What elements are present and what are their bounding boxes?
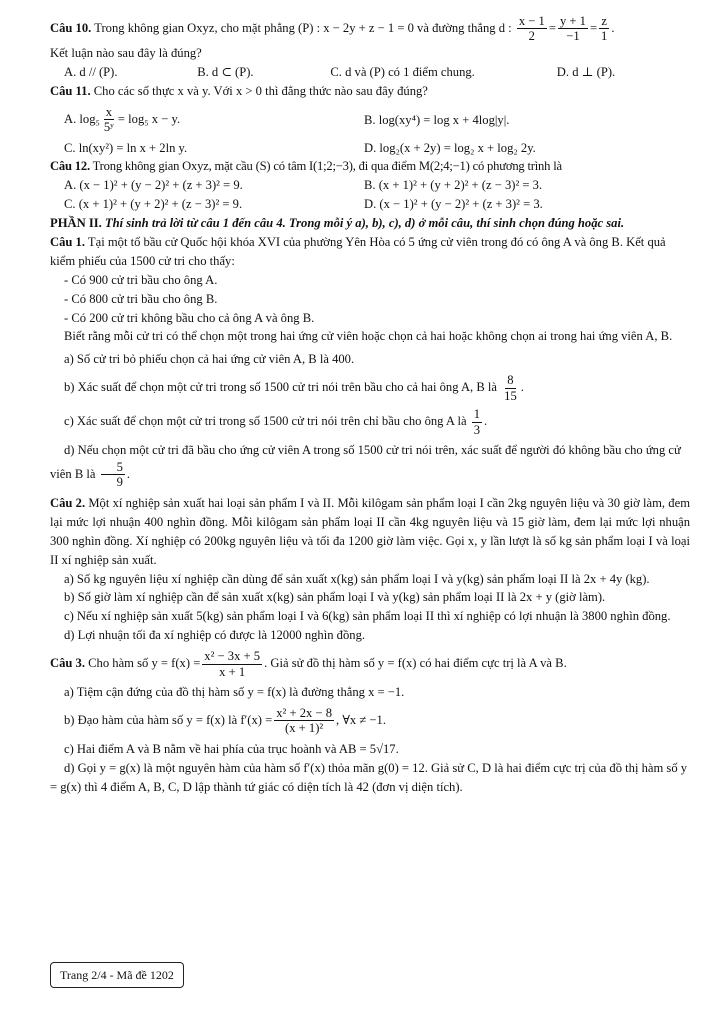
part-2-head: PHẦN II.: [50, 216, 102, 231]
part-2-header: [50, 214, 690, 233]
statement-b-post: , ∀x ≠ −1.: [336, 712, 386, 727]
exam-page: [50, 14, 690, 797]
fraction: [472, 407, 482, 437]
option-a: [64, 105, 364, 135]
fraction-den: (x + 1)²: [285, 721, 324, 736]
statement-a: a) Tiệm cận đứng của đồ thị hàm số y = f(x) là đường thẳng x = −1.: [64, 685, 405, 699]
fraction: [517, 14, 547, 44]
question-head: Câu 1.: [50, 235, 85, 249]
question-10-head: Câu 10.: [50, 20, 92, 35]
option-d: D. d ⊥ (P).: [556, 64, 616, 79]
option-c: C. (x + 1)² + (y + 2)² + (z − 3)² = 9.: [64, 197, 243, 212]
statement-a: a) Số kg nguyên liệu xí nghiệp cần dùng để sản xuất x(kg) sản phẩm loại I và y(kg) sản phẩm loại II là 2x + 4y (kg).: [64, 571, 650, 586]
fraction: [102, 105, 116, 135]
option-b: B. d ⊂ (P).: [197, 64, 254, 79]
option-c: C. ln(xy²) = ln x + 2ln y.: [64, 140, 188, 155]
fraction-den: 15: [504, 388, 517, 403]
statement-b-text: b) Xác suất để chọn một cử tri trong số 1500 cử tri nói trên bầu cho cả hai ông A, B là: [64, 380, 497, 395]
paragraph: Biết rằng mỗi cử tri có thể chọn một trong hai ứng cử viên hoặc chọn cả hai hoặc không chọn ai trong hai ứng viên A, B.: [64, 329, 673, 344]
fraction-num: x² − 3x + 5: [204, 649, 261, 664]
question-12-head: Câu 12.: [50, 159, 90, 174]
fraction-num: y + 1: [559, 14, 586, 28]
fraction-num: 5: [101, 460, 125, 475]
question-11-text: Cho các số thực x và y. Với x > 0 thì đẳng thức nào sau đây đúng?: [90, 83, 428, 98]
question-text: Một xí nghiệp sản xuất hai loại sản phẩm I và II. Mỗi kilôgam sản phẩm loại I cần 2kg nguyên liệu và 30 giờ làm, đem lại mức lợi nhuận 400 nghìn đồng. Mỗi kilôgam sản phẩm loại II cần 4kg nguyên liệu và 15 giờ làm, đem lại mức lợi nhuận 300 nghìn đồng. Xí nghiệp có 200kg nguyên liệu và tối đa 1200 giờ làm việc. Gọi x, y lần lượt là số kg sản phẩm loại I và loại II xí nghiệp sản xuất.: [50, 495, 690, 567]
question-10-ask: Kết luận nào sau đây là đúng?: [50, 45, 202, 60]
option-a: A. d // (P).: [64, 64, 118, 79]
statement-d: d) Nếu chọn một cử tri đã bầu cho ứng cử viên A trong số 1500 cử tri nói trên, xác suất để người đó không bầu cho ứng cử viên B là $\frac{5}{9}$ .: [50, 443, 681, 490]
fraction: [101, 460, 125, 490]
fraction-den: −1: [566, 29, 580, 44]
statement-d: d) Lợi nhuận tối đa xí nghiệp có được là 12000 nghìn đồng.: [64, 628, 366, 643]
option-b: B. log(xy⁴) = log x + 4log|y|.: [364, 112, 510, 127]
list-item: - Có 800 cử tri bầu cho ông B.: [64, 291, 218, 306]
question-11-head: Câu 11.: [50, 83, 91, 98]
page-footer: Trang 2/4 - Mã đề 1202: [50, 962, 184, 988]
statement-c: c) Xác suất để chọn một cử tri trong số 1500 cử tri nói trên chỉ bầu cho ông A là $\frac{1}{3}$ .: [64, 407, 488, 437]
fraction-den: 1: [601, 29, 608, 44]
question-12: [50, 157, 690, 214]
question-10-text: Trong không gian Oxyz, cho mặt phẳng (P) : x − 2y + z − 1 = 0 và đường thẳng d :: [91, 20, 512, 35]
statement-d: d) Gọi y = g(x) là một nguyên hàm của hàm số f′(x) thỏa mãn g(0) = 12. Giả sử C, D là hai điểm cực trị của đồ thị hàm số y = g(x) thì 4 điểm A, B, C, D lập thành tứ giác có diện tích là 42 (đơn vị diện tích).: [50, 760, 688, 794]
statement-b-pre: b) Đạo hàm của hàm số y = f(x) là f′(x) =: [64, 712, 273, 727]
fraction-den: 9: [116, 475, 123, 490]
fraction: [274, 706, 334, 736]
statement-c: c) Hai điểm A và B nằm về hai phía của trục hoành và AB = 5√17.: [64, 741, 399, 756]
fraction: [502, 373, 519, 403]
question-text-pre: Cho hàm số y = f(x) =: [85, 655, 201, 670]
statement-d-text: d) Nếu chọn một cử tri đã bầu cho ứng cử viên A trong số 1500 cử tri nói trên, xác suất để người đó không bầu cho ứng cử viên B là: [50, 443, 681, 481]
fraction-num: z: [601, 14, 607, 28]
option-d: D. (x − 1)² + (y − 2)² + (z + 3)² = 3.: [364, 197, 543, 212]
statement-c: c) Nếu xí nghiệp sản xuất 5(kg) sản phẩm loại I và 6(kg) sản phẩm loại II thì xí nghiệp có lợi nhuận là 3800 nghìn đồng.: [64, 609, 671, 624]
fraction-den: 3: [473, 422, 481, 437]
fraction: [558, 14, 588, 44]
fraction-num: x² + 2x − 8: [276, 705, 333, 720]
fraction-num: x − 1: [518, 14, 545, 28]
option-c: C. d và (P) có 1 điểm chung.: [330, 64, 475, 79]
option-a-post: = log₅ x − y.: [117, 111, 181, 126]
question-head: Câu 3.: [50, 655, 85, 670]
statement-b: b) Số giờ làm xí nghiệp cần để sản xuất x(kg) sản phẩm loại I và y(kg) sản phẩm loại II là 2x + y (giờ làm).: [64, 590, 606, 605]
fraction-num: x: [105, 104, 113, 119]
option-a-pre: A. log₅: [64, 111, 100, 126]
option-b: B. (x + 1)² + (y + 2)² + (z − 3)² = 3.: [364, 178, 543, 193]
question-head: Câu 2.: [50, 495, 86, 510]
option-a: A. (x − 1)² + (y − 2)² + (z + 3)² = 9.: [64, 178, 243, 193]
statement-c-text: c) Xác suất để chọn một cử tri trong số 1500 cử tri nói trên chỉ bầu cho ông A là: [64, 414, 467, 429]
statement-a: a) Số cử tri bỏ phiếu chọn cả hai ứng cử viên A, B là 400.: [64, 352, 355, 367]
question-text: Tại một tổ bầu cử Quốc hội khóa XVI của phường Yên Hòa có 5 ứng cử viên trong đó có ông A và ông B. Kết quả kiểm phiếu của 1500 cử tri cho thấy:: [50, 235, 666, 268]
fraction-den: 5ʸ: [103, 120, 114, 135]
list-item: - Có 200 cử tri không bầu cho cả ông A và ông B.: [64, 310, 315, 325]
fraction-den: x + 1: [219, 664, 246, 679]
fraction-den: 2: [528, 29, 535, 44]
part2-question-2: [50, 494, 690, 645]
question-10: Câu 10. Trong không gian Oxyz, cho mặt phẳng (P) : x − 2y + z − 1 = 0 và đường thẳng d : $\frac{x - 1}{2}$ = $\frac{y + 1}{-1}$ = $\frac{z}{1}$ . Kết luận nào sau đây là đúng? A. d // (P). B. d ⊂ (P). C. d và (P) có 1 điểm chung. D. d ⊥ (P).: [50, 14, 690, 82]
option-d: D. log₂(x + 2y) = log₂ x + log₂ 2y.: [364, 140, 536, 155]
fraction: [202, 649, 262, 679]
fraction-num: 8: [507, 373, 514, 388]
statement-b: b) Xác suất để chọn một cử tri trong số 1500 cử tri nói trên bầu cho cả hai ông A, B là $\frac{8}{15}$ .: [64, 373, 524, 403]
part-2-text: Thí sinh trả lời từ câu 1 đến câu 4. Trong mỗi ý a), b), c), d) ở mỗi câu, thí sinh chọn đúng hoặc sai.: [101, 216, 625, 231]
fraction-num: 1: [473, 407, 481, 422]
question-11: [50, 82, 690, 158]
part2-question-3: [50, 649, 690, 796]
list-item: - Có 900 cử tri bầu cho ông A.: [64, 272, 218, 287]
question-12-text: Trong không gian Oxyz, mặt cầu (S) có tâm I(1;2;−3), đi qua điểm M(2;4;−1) có phương trình là: [89, 159, 562, 174]
statement-b: [64, 706, 690, 736]
question-text-post: . Giả sử đồ thị hàm số y = f(x) có hai điểm cực trị là A và B.: [264, 655, 567, 670]
fraction: [599, 14, 609, 44]
part2-question-1: [50, 233, 690, 490]
